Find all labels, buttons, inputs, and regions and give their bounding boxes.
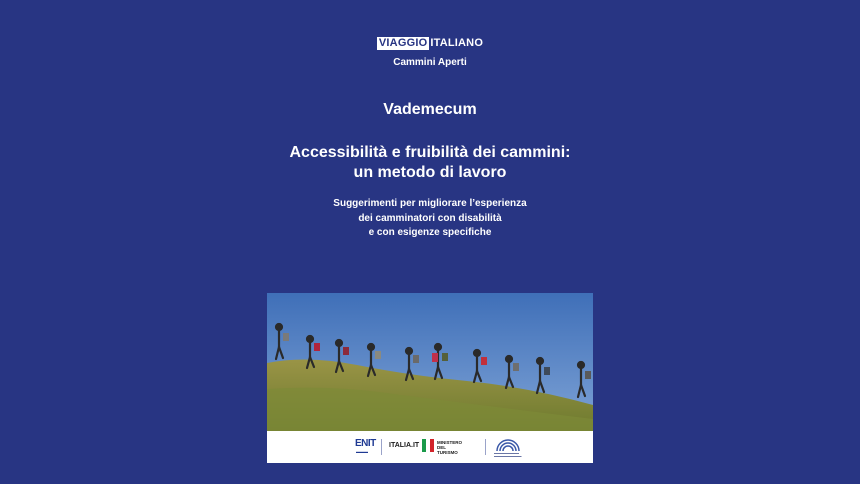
enit-logo: ENIT: [355, 438, 376, 449]
enit-logo-mark: ▬▬▬: [356, 449, 368, 454]
ministero-line-1: MINISTERO: [437, 440, 463, 445]
cover-photo-card: [267, 293, 593, 463]
presidency-logo-caption: ▬▬▬▬▬▬▬▬▬▬ ▬▬▬▬▬▬▬▬▬▬▬: [494, 452, 522, 458]
document-title: [0, 143, 860, 183]
logo-part-viaggio: VIAGGIO: [378, 37, 428, 49]
presidency-arcs-logo: [495, 438, 521, 452]
title-line-2: un metodo di lavoro: [353, 164, 507, 181]
logo-separator: [381, 439, 382, 455]
title-line-1: Accessibilità e fruibilità dei cammini:: [289, 144, 571, 161]
hikers-photo: [267, 293, 593, 431]
document-subtitle: [0, 197, 860, 241]
subtitle-line-2: dei camminatori con disabilità: [358, 212, 502, 224]
brand-header: [0, 33, 860, 68]
subtitle-line-1: Suggerimenti per migliorare l’esperienza: [333, 198, 527, 209]
logo-part-italiano: ITALIANO: [430, 37, 484, 49]
subtitle-line-3: e con esigenze specifiche: [368, 227, 492, 238]
subbrand-label: Cammini Aperti: [393, 57, 467, 68]
document-type: Vademecum: [383, 101, 477, 118]
ministero-turismo-logo: [437, 440, 467, 455]
ministero-line-2: DEL TURISMO: [437, 445, 458, 455]
italia-it-logo: ITALIA.IT: [389, 442, 420, 449]
viaggio-italiano-logo: [377, 37, 483, 50]
italian-flag-icon: [422, 439, 434, 452]
logo-separator: [485, 439, 486, 455]
partner-logo-bar: [267, 431, 593, 463]
